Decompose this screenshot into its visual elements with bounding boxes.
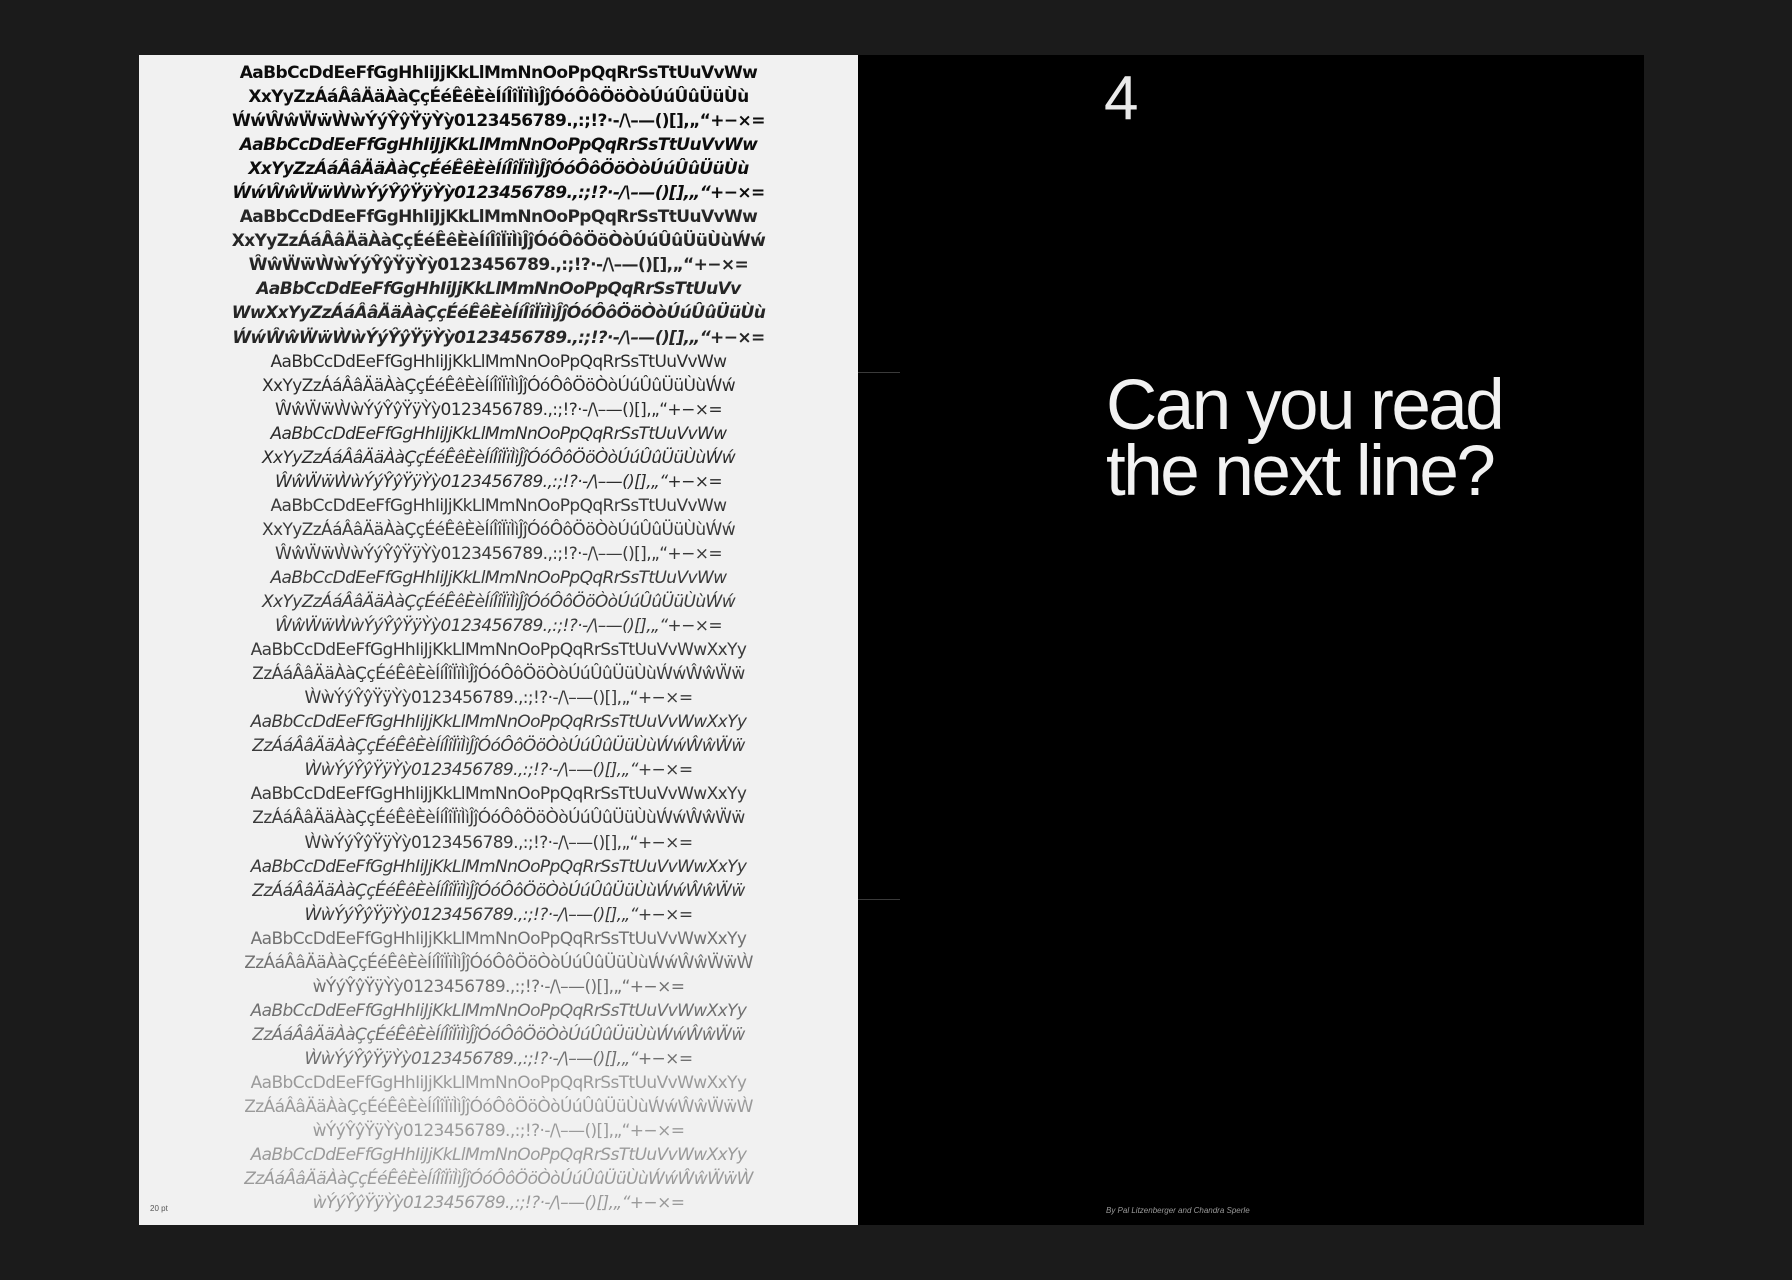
specimen-line: XxYyZzÁáÂâÄäÀàÇçÉéÊêÈèÍíÎîÏïÌìĴĵÓóÔôÖöÒòÚúÛûÜüÙùẂẃ bbox=[231, 231, 766, 252]
specimen-line: XxYyZzÁáÂâÄäÀàÇçÉéÊêÈèÍíÎîÏïÌìĴĵÓóÔôÖöÒòÚúÛûÜüÙùẂẃ bbox=[261, 592, 736, 613]
specimen-line: ẀẁÝýŶŷŸÿỲỳ0123456789.,:;!?·-/\–—()[],„“+−×= bbox=[304, 832, 693, 853]
specimen-line: ŴŵẄẅẀẁÝýŶŷŸÿỲỳ0123456789.,:;!?·-/\–—()[],„“+−×= bbox=[275, 471, 722, 492]
specimen-line: ẀẁÝýŶŷŸÿỲỳ0123456789.,:;!?·-/\–—()[],„“+−×= bbox=[304, 760, 693, 781]
specimen-line: AaBbCcDdEeFfGgHhIiJjKkLlMmNnOoPpQqRrSsTtUuVvWw bbox=[239, 207, 758, 228]
headline-line-2: the next line? bbox=[1106, 432, 1494, 511]
specimen-line: WwXxYyZzÁáÂâÄäÀàÇçÉéÊêÈèÍíÎîÏïÌìĴĵÓóÔôÖöÒòÚúÛûÜüÙù bbox=[231, 303, 766, 324]
specimen-line: AaBbCcDdEeFfGgHhIiJjKkLlMmNnOoPpQqRrSsTtUuVvWw bbox=[270, 423, 727, 444]
specimen-line: ŴŵẄẅẀẁÝýŶŷŸÿỲỳ0123456789.,:;!?·-/\–—()[],„“+−×= bbox=[275, 543, 722, 564]
left-page-type-specimen bbox=[139, 55, 858, 1225]
specimen-line: AaBbCcDdEeFfGgHhIiJjKkLlMmNnOoPpQqRrSsTtUuVvWw bbox=[270, 495, 727, 516]
author-credit: By Pal Litzenberger and Chandra Sperle bbox=[1106, 1206, 1250, 1215]
headline-line-1: Can you read bbox=[1106, 366, 1503, 445]
specimen-line: ẂẃŴŵẄẅẀẁÝýŶŷŸÿỲỳ0123456789.,:;!?·-/\–—()[],„“+−×= bbox=[232, 327, 765, 348]
specimen-line: AaBbCcDdEeFfGgHhIiJjKkLlMmNnOoPpQqRrSsTtUuVvWwXxYy bbox=[250, 784, 747, 805]
specimen-line: ẂẃŴŵẄẅẀẁÝýŶŷŸÿỲỳ0123456789.,:;!?·-/\–—()[],„“+−×= bbox=[232, 111, 765, 132]
specimen-line: ẂẃŴŵẄẅẀẁÝýŶŷŸÿỲỳ0123456789.,:;!?·-/\–—()[],„“+−×= bbox=[232, 183, 765, 204]
specimen-line: AaBbCcDdEeFfGgHhIiJjKkLlMmNnOoPpQqRrSsTtUuVvWw bbox=[270, 351, 727, 372]
specimen-line: XxYyZzÁáÂâÄäÀàÇçÉéÊêÈèÍíÎîÏïÌìĴĵÓóÔôÖöÒòÚúÛûÜüÙù bbox=[248, 87, 749, 108]
point-size-label: 20 pt bbox=[150, 1204, 168, 1213]
specimen-line: ẁÝýŶŷŸÿỲỳ0123456789.,:;!?·-/\–—()[],„“+−×= bbox=[312, 1121, 685, 1142]
specimen-line: XxYyZzÁáÂâÄäÀàÇçÉéÊêÈèÍíÎîÏïÌìĴĵÓóÔôÖöÒòÚúÛûÜüÙùẂẃ bbox=[261, 375, 736, 396]
specimen-line: ẁÝýŶŷŸÿỲỳ0123456789.,:;!?·-/\–—()[],„“+−×= bbox=[312, 1193, 685, 1214]
specimen-line: ẀẁÝýŶŷŸÿỲỳ0123456789.,:;!?·-/\–—()[],„“+−×= bbox=[304, 904, 693, 925]
specimen-line: ZzÁáÂâÄäÀàÇçÉéÊêÈèÍíÎîÏïÌìĴĵÓóÔôÖöÒòÚúÛûÜüÙùẂẃŴŵẄẅẀ bbox=[244, 1097, 753, 1118]
specimen-block bbox=[139, 61, 858, 1215]
specimen-line: ẀẁÝýŶŷŸÿỲỳ0123456789.,:;!?·-/\–—()[],„“+−×= bbox=[304, 688, 693, 709]
right-page bbox=[858, 55, 1644, 1225]
specimen-line: XxYyZzÁáÂâÄäÀàÇçÉéÊêÈèÍíÎîÏïÌìĴĵÓóÔôÖöÒòÚúÛûÜüÙùẂẃ bbox=[261, 519, 736, 540]
specimen-line: AaBbCcDdEeFfGgHhIiJjKkLlMmNnOoPpQqRrSsTtUuVvWwXxYy bbox=[250, 1145, 747, 1166]
fold-mark-top bbox=[858, 372, 900, 373]
specimen-line: ŴŵẄẅẀẁÝýŶŷŸÿỲỳ0123456789.,:;!?·-/\–—()[],„“+−×= bbox=[248, 255, 749, 276]
specimen-line: AaBbCcDdEeFfGgHhIiJjKkLlMmNnOoPpQqRrSsTtUuVvWwXxYy bbox=[250, 1072, 747, 1093]
specimen-line: AaBbCcDdEeFfGgHhIiJjKkLlMmNnOoPpQqRrSsTtUuVvWwXxYy bbox=[250, 928, 747, 949]
page-number: 4 bbox=[1104, 64, 1139, 133]
specimen-line: ZzÁáÂâÄäÀàÇçÉéÊêÈèÍíÎîÏïÌìĴĵÓóÔôÖöÒòÚúÛûÜüÙùẂẃŴŵẄẅ bbox=[252, 880, 745, 901]
specimen-line: ZzÁáÂâÄäÀàÇçÉéÊêÈèÍíÎîÏïÌìĴĵÓóÔôÖöÒòÚúÛûÜüÙùẂẃŴŵẄẅ bbox=[252, 664, 745, 685]
fold-mark-bottom bbox=[858, 899, 900, 900]
specimen-line: ŴŵẄẅẀẁÝýŶŷŸÿỲỳ0123456789.,:;!?·-/\–—()[],„“+−×= bbox=[275, 616, 722, 637]
specimen-line: AaBbCcDdEeFfGgHhIiJjKkLlMmNnOoPpQqRrSsTtUuVvWw bbox=[270, 567, 727, 588]
headline bbox=[1106, 366, 1503, 511]
specimen-line: ZzÁáÂâÄäÀàÇçÉéÊêÈèÍíÎîÏïÌìĴĵÓóÔôÖöÒòÚúÛûÜüÙùẂẃŴŵẄẅ bbox=[252, 1024, 745, 1045]
specimen-line: ŴŵẄẅẀẁÝýŶŷŸÿỲỳ0123456789.,:;!?·-/\–—()[],„“+−×= bbox=[275, 399, 722, 420]
specimen-line: XxYyZzÁáÂâÄäÀàÇçÉéÊêÈèÍíÎîÏïÌìĴĵÓóÔôÖöÒòÚúÛûÜüÙùẂẃ bbox=[261, 447, 736, 468]
specimen-line: AaBbCcDdEeFfGgHhIiJjKkLlMmNnOoPpQqRrSsTtUuVvWw bbox=[239, 63, 758, 83]
specimen-line: AaBbCcDdEeFfGgHhIiJjKkLlMmNnOoPpQqRrSsTtUuVvWwXxYy bbox=[250, 712, 747, 733]
specimen-line: ẁÝýŶŷŸÿỲỳ0123456789.,:;!?·-/\–—()[],„“+−×= bbox=[312, 976, 685, 997]
specimen-line: ẀẁÝýŶŷŸÿỲỳ0123456789.,:;!?·-/\–—()[],„“+−×= bbox=[304, 1048, 693, 1069]
specimen-line: AaBbCcDdEeFfGgHhIiJjKkLlMmNnOoPpQqRrSsTtUuVvWwXxYy bbox=[250, 1000, 747, 1021]
specimen-line: AaBbCcDdEeFfGgHhIiJjKkLlMmNnOoPpQqRrSsTtUuVvWw bbox=[239, 135, 758, 156]
specimen-line: XxYyZzÁáÂâÄäÀàÇçÉéÊêÈèÍíÎîÏïÌìĴĵÓóÔôÖöÒòÚúÛûÜüÙù bbox=[248, 159, 749, 180]
specimen-line: ZzÁáÂâÄäÀàÇçÉéÊêÈèÍíÎîÏïÌìĴĵÓóÔôÖöÒòÚúÛûÜüÙùẂẃŴŵẄẅẀ bbox=[244, 952, 753, 973]
specimen-line: ZzÁáÂâÄäÀàÇçÉéÊêÈèÍíÎîÏïÌìĴĵÓóÔôÖöÒòÚúÛûÜüÙùẂẃŴŵẄẅẀ bbox=[244, 1169, 753, 1190]
specimen-line: AaBbCcDdEeFfGgHhIiJjKkLlMmNnOoPpQqRrSsTtUuVvWwXxYy bbox=[250, 856, 747, 877]
specimen-line: ZzÁáÂâÄäÀàÇçÉéÊêÈèÍíÎîÏïÌìĴĵÓóÔôÖöÒòÚúÛûÜüÙùẂẃŴŵẄẅ bbox=[252, 736, 745, 757]
specimen-line: AaBbCcDdEeFfGgHhIiJjKkLlMmNnOoPpQqRrSsTtUuVv bbox=[256, 279, 741, 300]
specimen-line: AaBbCcDdEeFfGgHhIiJjKkLlMmNnOoPpQqRrSsTtUuVvWwXxYy bbox=[250, 640, 747, 661]
specimen-line: ZzÁáÂâÄäÀàÇçÉéÊêÈèÍíÎîÏïÌìĴĵÓóÔôÖöÒòÚúÛûÜüÙùẂẃŴŵẄẅ bbox=[252, 808, 745, 829]
